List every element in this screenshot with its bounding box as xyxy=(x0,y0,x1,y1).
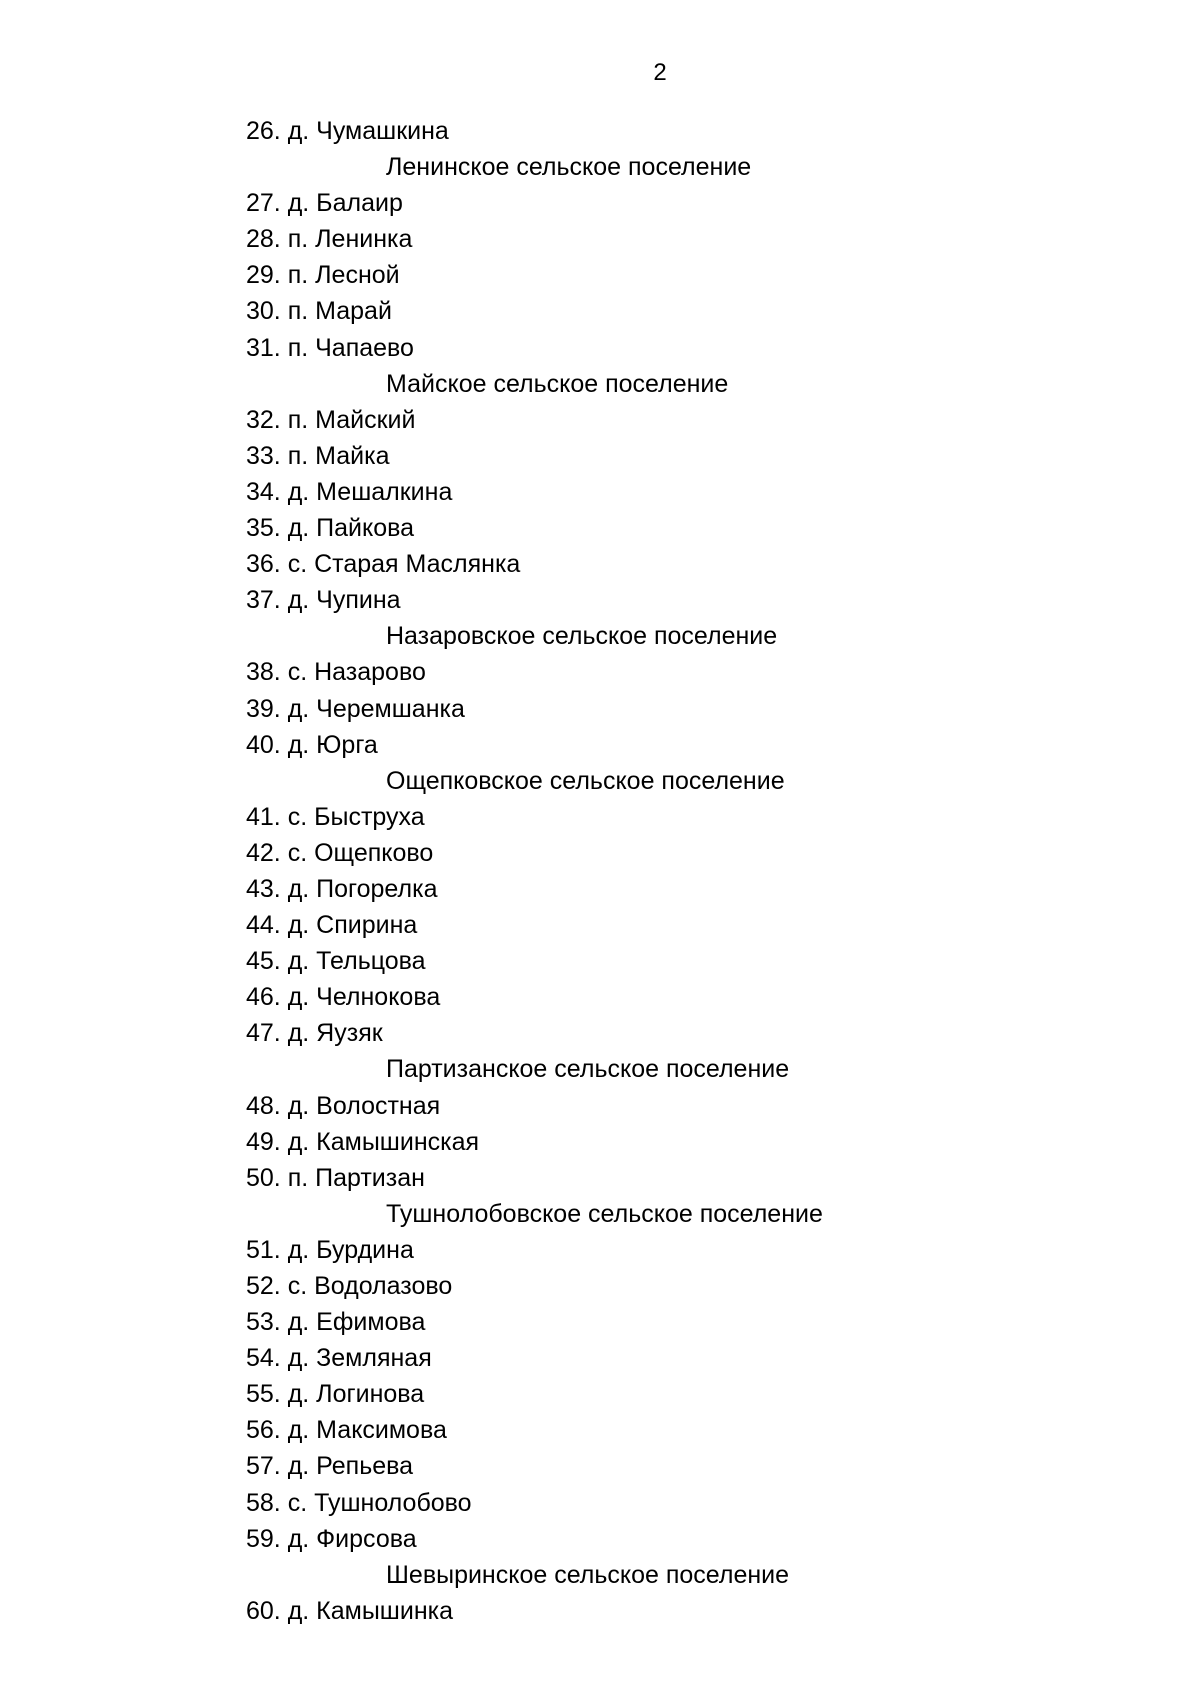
settlement-list-item: 50. п. Партизан xyxy=(246,1163,425,1192)
settlement-list-item: 35. д. Пайкова xyxy=(246,514,415,543)
settlement-group-heading: Тушнолобовское сельское поселение xyxy=(386,1199,823,1228)
settlement-list-item: 55. д. Логинова xyxy=(246,1380,425,1409)
settlement-list-item: 26. д. Чумашкина xyxy=(246,117,449,145)
settlement-list-item: 38. с. Назарово xyxy=(246,658,426,687)
settlement-list-item: 43. д. Погорелка xyxy=(246,874,438,903)
settlement-group-heading: Ощепковское сельское поселение xyxy=(386,766,785,795)
settlement-list-item: 59. д. Фирсова xyxy=(246,1524,417,1553)
settlement-list-item: 33. п. Майка xyxy=(246,441,390,470)
settlement-group-heading: Майское сельское поселение xyxy=(386,369,729,398)
settlement-list-item: 40. д. Юрга xyxy=(246,730,378,759)
settlement-list xyxy=(246,113,823,1629)
page-number: 2 xyxy=(653,59,667,86)
settlement-list-item: 53. д. Ефимова xyxy=(246,1308,426,1337)
settlement-list-item: 42. с. Ощепково xyxy=(246,838,434,867)
settlement-list-item: 51. д. Бурдина xyxy=(246,1235,414,1264)
settlement-group-heading: Партизанское сельское поселение xyxy=(386,1055,790,1084)
settlement-list-item: 49. д. Камышинская xyxy=(246,1127,480,1156)
settlement-group-heading: Ленинское сельское поселение xyxy=(386,153,752,182)
settlement-list-item: 37. д. Чупина xyxy=(246,586,401,615)
settlement-group-heading: Назаровское сельское поселение xyxy=(386,622,778,651)
settlement-list-item: 52. с. Водолазово xyxy=(246,1272,453,1300)
settlement-list-item: 47. д. Яузяк xyxy=(246,1019,383,1048)
settlement-list-item: 32. п. Майский xyxy=(246,405,416,434)
settlement-list-item: 36. с. Старая Маслянка xyxy=(246,550,521,579)
settlement-list-item: 54. д. Земляная xyxy=(246,1344,432,1373)
settlement-list-item: 30. п. Марай xyxy=(246,297,392,326)
settlement-list-item: 27. д. Балаир xyxy=(246,189,403,218)
settlement-list-item: 60. д. Камышинка xyxy=(246,1596,454,1625)
settlement-list-item: 41. с. Быструха xyxy=(246,802,425,831)
settlement-list-item: 58. с. Тушнолобово xyxy=(246,1488,472,1517)
settlement-list-item: 56. д. Максимова xyxy=(246,1416,447,1445)
settlement-list-item: 57. д. Репьева xyxy=(246,1452,414,1481)
settlement-list-item: 39. д. Черемшанка xyxy=(246,694,465,723)
settlement-list-item: 46. д. Челнокова xyxy=(246,983,441,1012)
settlement-list-item: 44. д. Спирина xyxy=(246,911,418,940)
settlement-list-item: 34. д. Мешалкина xyxy=(246,477,453,506)
settlement-list-item: 28. п. Ленинка xyxy=(246,225,413,254)
settlement-list-item: 48. д. Волостная xyxy=(246,1091,441,1120)
settlement-list-item: 31. п. Чапаево xyxy=(246,333,414,362)
settlement-list-item: 29. п. Лесной xyxy=(246,261,400,290)
settlement-list-item: 45. д. Тельцова xyxy=(246,947,426,976)
settlement-group-heading: Шевыринское сельское поселение xyxy=(386,1560,790,1589)
